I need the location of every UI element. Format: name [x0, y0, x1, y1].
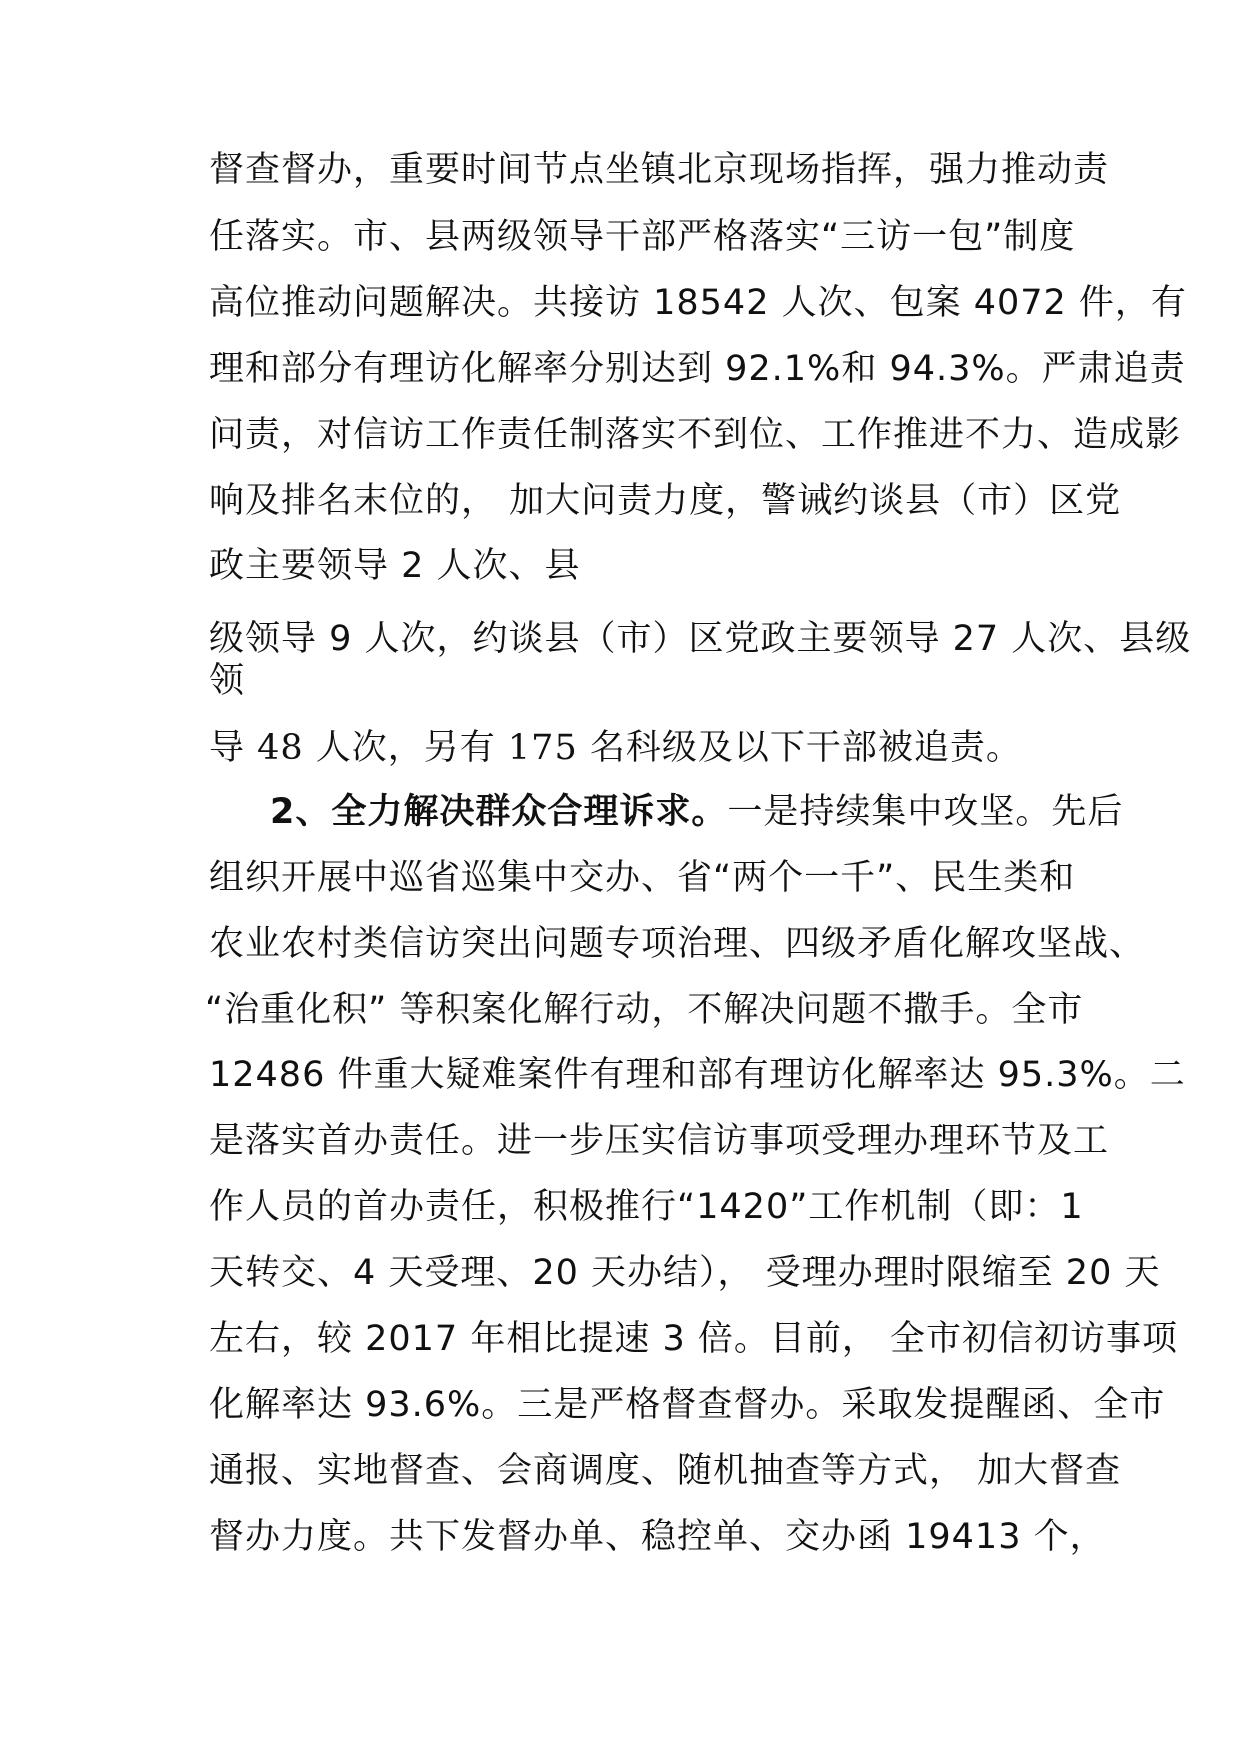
paragraph-line: “治重化积” 等积案化解行动，不解决问题不撒手。全市	[205, 990, 1084, 1030]
section-2-heading: 2、全力解决群众合理诉求。	[270, 792, 728, 832]
paragraph-line: 响及排名末位的， 加大问责力度，警诫约谈县（市）区党	[209, 481, 1122, 521]
paragraph-line: 通报、实地督查、会商调度、随机抽查等方式， 加大督查	[209, 1451, 1122, 1491]
paragraph-line: 理和部分有理访化解率分别达到 92.1%和 94.3%。严肃追责	[209, 349, 1186, 389]
paragraph-line: 导 48 人次，另有 175 名科级及以下干部被追责。	[209, 728, 1022, 768]
paragraph-line: 天转交、4 天受理、20 天办结）， 受理办理时限缩至 20 天	[209, 1253, 1161, 1293]
paragraph-line: 领	[209, 661, 246, 701]
paragraph-line: 任落实。市、县两级领导干部严格落实“三访一包”制度	[209, 217, 1076, 257]
section-2-first-line-text: 一是持续集中攻坚。先后	[727, 792, 1124, 832]
paragraph-line: 作人员的首办责任，积极推行“1420”工作机制（即：1	[209, 1187, 1084, 1227]
paragraph-line: 左右，较 2017 年相比提速 3 倍。目前， 全市初信初访事项	[209, 1319, 1178, 1359]
paragraph-line: 督查督办，重要时间节点坐镇北京现场指挥，强力推动责	[209, 150, 1110, 190]
paragraph-line: 级领导 9 人次，约谈县（市）区党政主要领导 27 人次、县级	[209, 619, 1192, 659]
paragraph-line: 督办力度。共下发督办单、稳控单、交办函 19413 个，	[209, 1517, 1106, 1557]
paragraph-line: 组织开展中巡省巡集中交办、省“两个一千”、民生类和	[209, 858, 1076, 898]
paragraph-line: 政主要领导 2 人次、县	[209, 546, 581, 586]
paragraph-line: 问责，对信访工作责任制落实不到位、工作推进不力、造成影	[209, 415, 1182, 455]
paragraph-line: 农业农村类信访突出问题专项治理、四级矛盾化解攻坚战、	[209, 924, 1146, 964]
paragraph-line: 化解率达 93.6%。三是严格督查督办。采取发提醒函、全市	[209, 1385, 1166, 1425]
paragraph-line: 是落实首办责任。进一步压实信访事项受理办理环节及工	[209, 1121, 1110, 1161]
section-2-first-line	[270, 788, 1123, 836]
paragraph-line: 高位推动问题解决。共接访 18542 人次、包案 4072 件，有	[209, 283, 1187, 323]
paragraph-line: 12486 件重大疑难案件有理和部有理访化解率达 95.3%。二	[209, 1055, 1186, 1095]
